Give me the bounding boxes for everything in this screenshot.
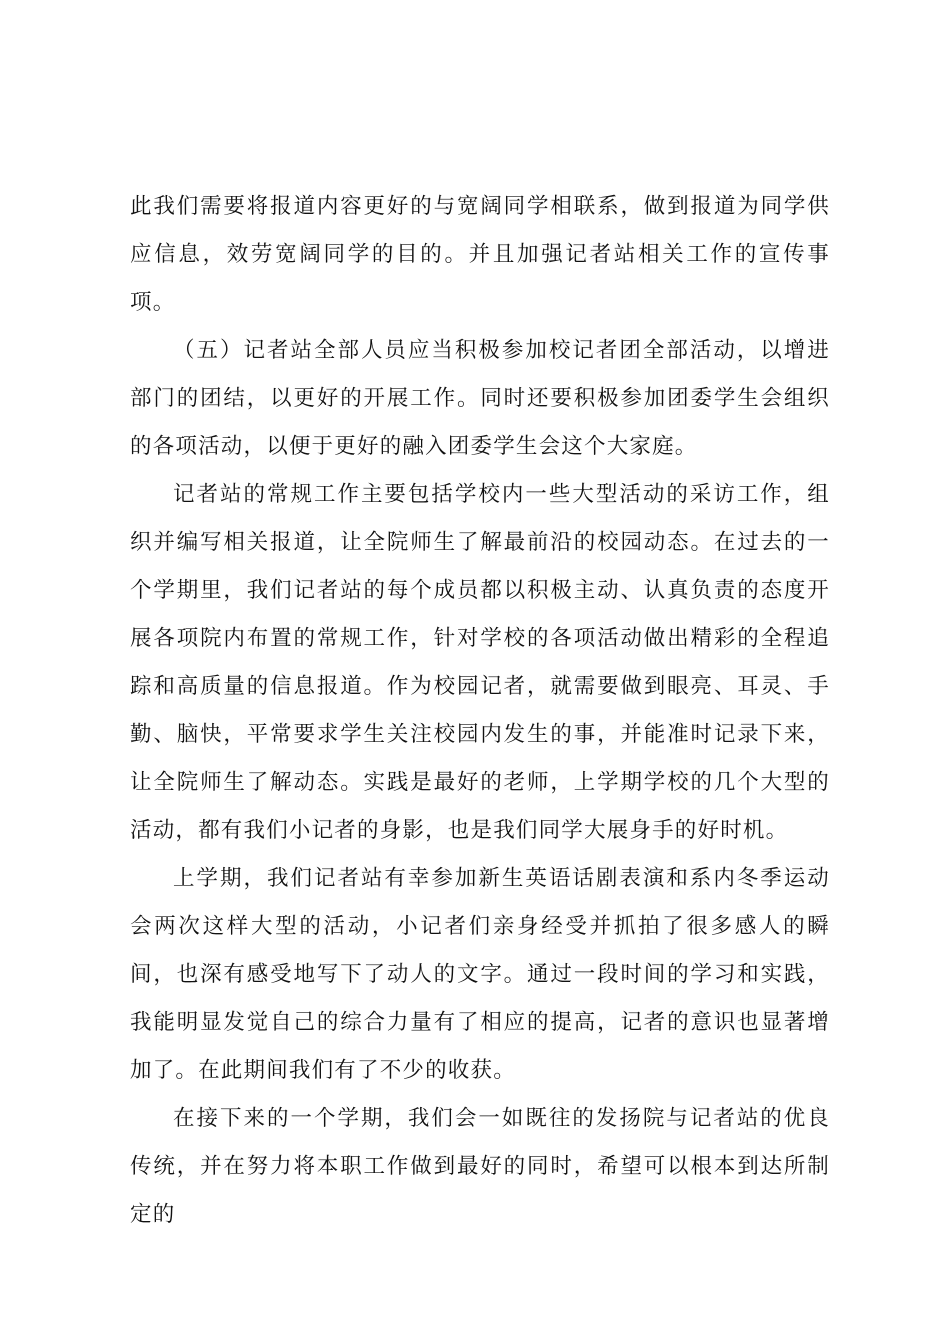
paragraph-2: （五）记者站全部人员应当积极参加校记者团全部活动，以增进部门的团结，以更好的开展工作。同时还要积极参加团委学生会组织的各项活动，以便于更好的融入团委学生会这个大家庭。 xyxy=(130,338,830,459)
paragraph-3: 记者站的常规工作主要包括学校内一些大型活动的采访工作，组织并编写相关报道，让全院师生了解最前沿的校园动态。在过去的一个学期里，我们记者站的每个成员都以积极主动、认真负责的态度开展各项院内布置的常规工作，针对学校的各项活动做出精彩的全程追踪和高质量的信息报道。作为校园记者，就需要做到眼亮、耳灵、手勤、脑快，平常要求学生关注校园内发生的事，并能准时记录下来，让全院师生了解动态。实践是最好的老师，上学期学校的几个大型的活动，都有我们小记者的身影，也是我们同学大展身手的好时机。 xyxy=(130,482,830,843)
document-body xyxy=(130,183,830,1239)
paragraph-1: 此我们需要将报道内容更好的与宽阔同学相联系，做到报道为同学供应信息，效劳宽阔同学的目的。并且加强记者站相关工作的宣传事项。 xyxy=(130,194,830,315)
paragraph-4: 上学期，我们记者站有幸参加新生英语话剧表演和系内冬季运动会两次这样大型的活动，小记者们亲身经受并抓拍了很多感人的瞬间，也深有感受地写下了动人的文字。通过一段时间的学习和实践，我能明显发觉自己的综合力量有了相应的提高，记者的意识也显著增加了。在此期间我们有了不少的收获。 xyxy=(130,866,830,1083)
paragraph-5: 在接下来的一个学期，我们会一如既往的发扬院与记者站的优良传统，并在努力将本职工作做到最好的同时，希望可以根本到达所制定的 xyxy=(130,1106,830,1227)
